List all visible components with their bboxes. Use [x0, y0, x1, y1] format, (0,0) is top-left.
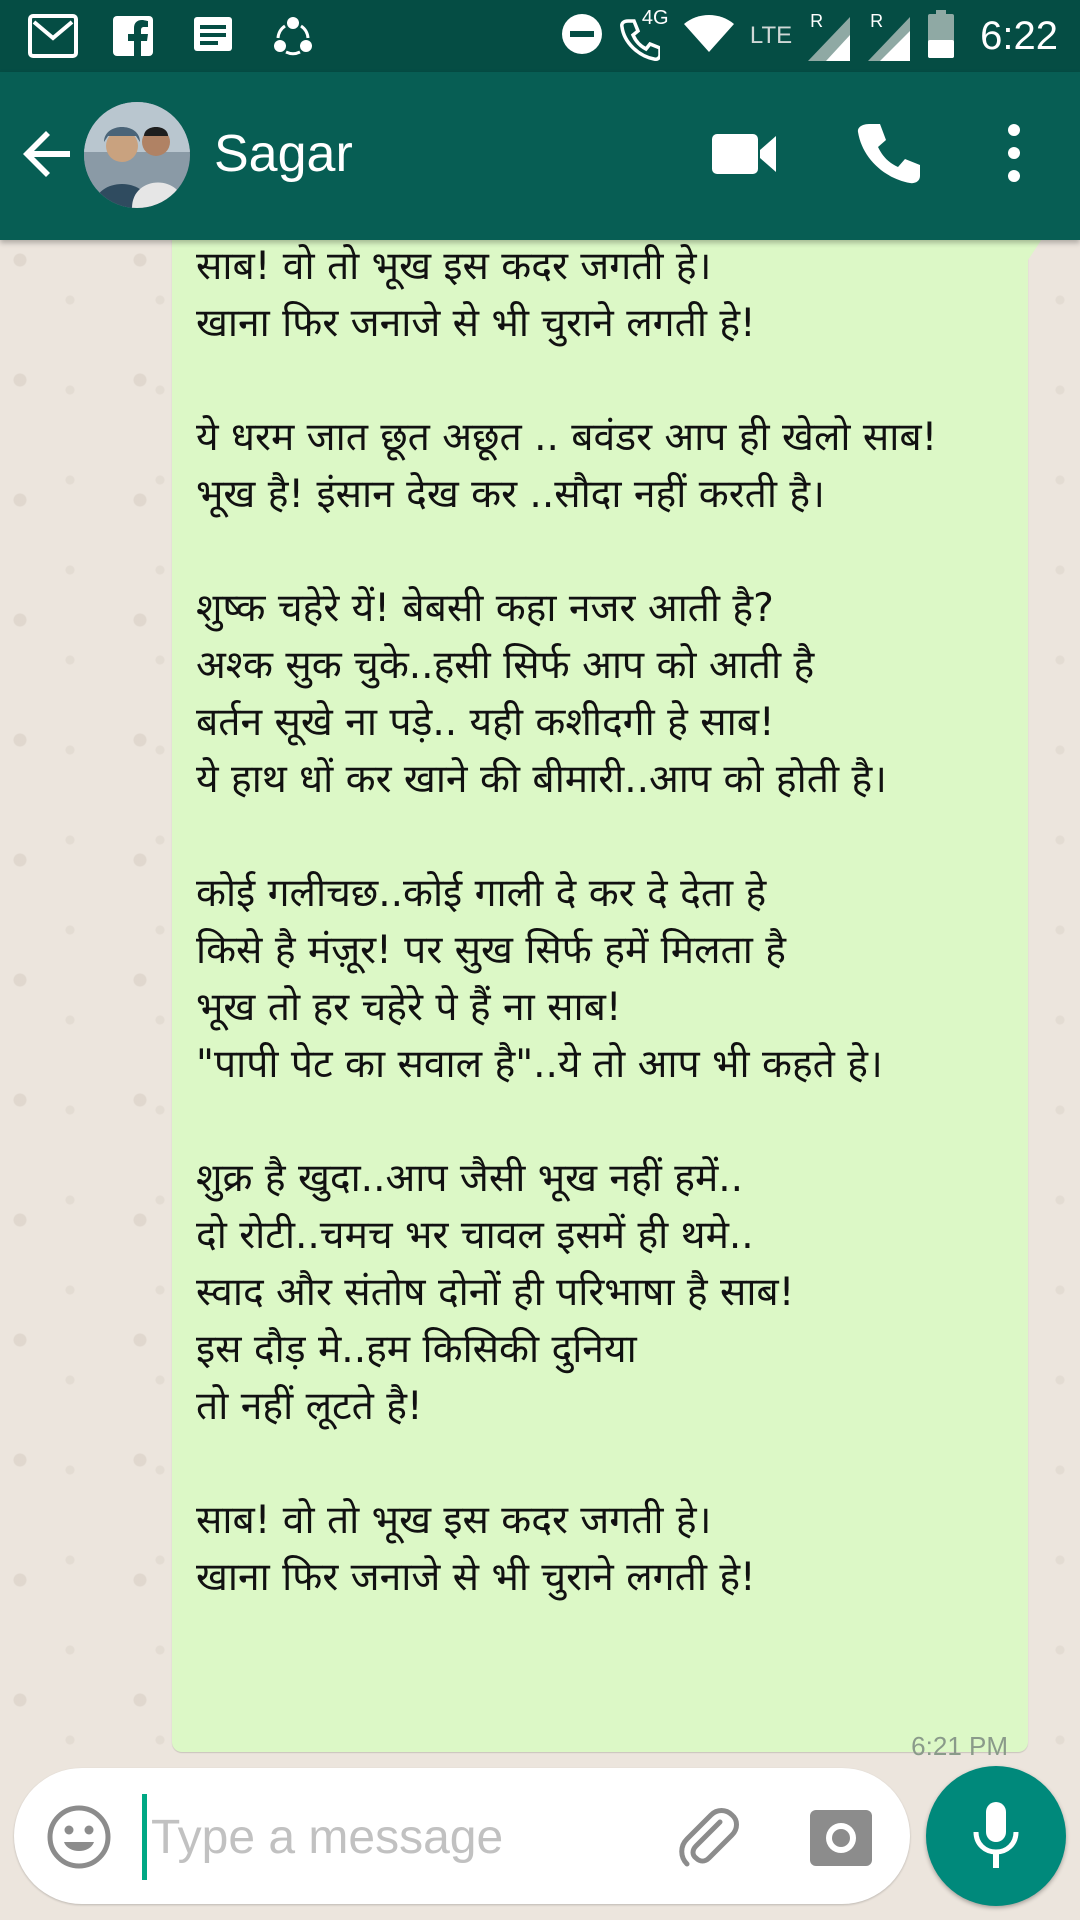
- network-type-label: 4G: [641, 7, 669, 29]
- roaming-label-2: R: [870, 11, 884, 31]
- signal-icon: [808, 11, 852, 61]
- message-text: साब! वो तो भूख इस कदर जगती हे। खाना फिर जनाजे से भी चुराने लगती हे! ये धरम जात छूत अछूत .. बवंडर आप ही खेलो साब! भूख है! इंसान देख कर ..सौदा नहीं करती है। शुष्क चहेरे यें! बेबसी कहा नजर आती है? अश्क सुक चुके..हसी सिर्फ आप को आती है बर्तन सूखे ना पड़े.. यही कशीदगी हे साब! ये हाथ धों कर खाने की बीमारी..आप को होती है। कोई गलीचछ..कोई गाली दे कर दे देता हे किसे है मंज़ूर! पर सुख सिर्फ हमें मिलता है भूख तो हर चहेरे पे हैं ना साब! "पापी पेट का सवाल है"..ये तो आप भी कहते हे। शुक्र है खुदा..आप जैसी भूख नहीं हमें.. दो रोटी..चमच भर चावल इसमें ही थमे.. स्वाद और संतोष दोनों ही परिभाषा है साब! इस दौड़ मे..हम किसिकी दुनिया तो नहीं लूटते है! साब! वो तो भूख इस कदर जगती हे। खाना फिर जनाजे से भी चुराने लगती हे!: [196, 244, 938, 1600]
- message-bubble[interactable]: [172, 240, 1028, 1758]
- more-vert-icon: [990, 120, 1038, 186]
- emoji-button[interactable]: [44, 1802, 114, 1872]
- camera-icon: [808, 1804, 874, 1870]
- gmail-icon: [28, 12, 78, 60]
- phone-icon: [856, 120, 922, 186]
- message-time: 6:21 PM: [911, 1734, 1008, 1758]
- message-composer: [14, 1768, 910, 1904]
- message-icon: [188, 12, 238, 60]
- status-bar: [0, 0, 1080, 72]
- emoji-icon: [44, 1802, 114, 1872]
- paperclip-icon: [674, 1804, 744, 1874]
- video-call-button[interactable]: [710, 124, 780, 184]
- message-input[interactable]: [142, 1794, 673, 1880]
- status-time: 6:22: [980, 13, 1058, 58]
- avatar[interactable]: [84, 102, 190, 208]
- wifi-call-icon: [620, 7, 669, 61]
- camera-button[interactable]: [808, 1804, 874, 1870]
- contact-name[interactable]: Sagar: [214, 125, 353, 183]
- video-call-icon: [710, 124, 780, 184]
- chat-area[interactable]: [0, 240, 1080, 1760]
- bubble-tail: [1028, 240, 1048, 260]
- wifi-icon: [684, 14, 734, 58]
- voice-message-button[interactable]: [926, 1766, 1066, 1906]
- dnd-icon: [560, 12, 604, 60]
- battery-icon: [928, 10, 954, 62]
- lte-label: LTE: [749, 22, 793, 49]
- facebook-icon: [108, 12, 158, 60]
- attach-button[interactable]: [674, 1804, 744, 1874]
- voice-call-button[interactable]: [856, 120, 922, 186]
- roaming-label: R: [810, 11, 824, 31]
- chat-header: [0, 72, 1080, 240]
- back-button[interactable]: [18, 124, 78, 184]
- sync-icon: [268, 12, 318, 60]
- more-options-button[interactable]: [990, 120, 1038, 186]
- signal-icon-2: [868, 11, 912, 61]
- microphone-icon: [966, 1800, 1026, 1872]
- back-arrow-icon: [18, 124, 78, 184]
